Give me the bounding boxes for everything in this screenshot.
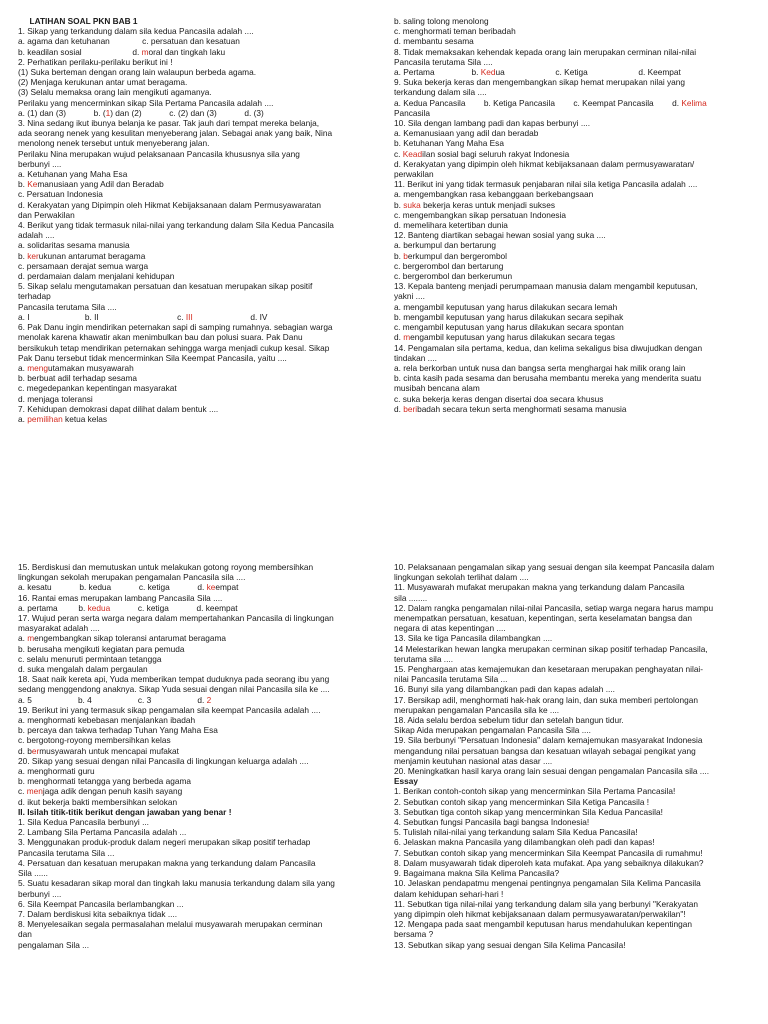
text-line: a. berkumpul dan bertarung <box>394 240 496 251</box>
text-line: 8. Menyelesaikan segala permasalahan melalui musyawarah merupakan cerminan <box>18 919 323 930</box>
text-line: c. mengembangkan sikap persatuan Indonesia <box>394 209 567 220</box>
text-line: a. kesatu b. kedua c. ketiga d. keempat <box>18 582 239 593</box>
text-line: 3. Sebutkan tiga contoh sikap yang mencerminkan Sila Kedua Pancasila! <box>394 806 663 817</box>
text-line: (1) Suka berteman dengan orang lain walaupun berbeda agama. <box>18 67 257 78</box>
text-line: a. menghormati guru <box>18 766 95 777</box>
text-line: c. bergotong-royong membersihkan kelas <box>18 735 171 746</box>
text-line: 5. Suatu kesadaran sikap moral dan tingkah laku manusia terkandung dalam sila yang <box>18 878 335 889</box>
text-line: b. Ketuhanan Yang Maha Esa <box>394 138 504 149</box>
text-line: 5. Sikap selalu mengutamakan persatuan dan kesatuan merupakan sikap positif <box>18 281 313 292</box>
text-line: 13. Sebutkan sikap yang sesuai dengan Sila Kelima Pancasila! <box>394 939 626 950</box>
text-line: a. Ketuhanan yang Maha Esa <box>18 169 128 180</box>
text-line: d. perdamaian dalam menjalani kehidupan <box>18 271 175 282</box>
text-line: merupakan pengamalan Pancasila sila ke .... <box>394 704 560 715</box>
text-line: menempatkan persatuan, kesatuan, kepentingan, serta keselamatan bangsa dan <box>394 613 692 624</box>
text-line: lingkungan sekolah terlihat dalam .... <box>394 572 529 583</box>
text-line: 18. Aida selalu berdoa sebelum tidur dan setelah bangun tidur. <box>394 715 624 726</box>
text-line: 2. Perhatikan perilaku-perilaku berikut ini ! <box>18 56 173 67</box>
text-line: ada seorang nenek yang kesulitan menyeberang jalan. Sebagai anak yang baik, Nina <box>18 128 333 139</box>
text-line: musibah bencana alam <box>394 383 480 394</box>
text-line: 4. Berikut yang tidak termasuk nilai-nilai yang terkandung dalam Sila Kedua Pancasila <box>18 220 334 231</box>
text-line: Pancasila terutama Sila .... <box>18 301 117 312</box>
text-line: 12. Banteng diartikan sebagai hewan sosial yang suka .... <box>394 230 606 241</box>
text-line: b. keadilan sosial d. moral dan tingkah laku <box>18 46 226 57</box>
text-line: 1. Sikap yang terkandung dalam sila kedua Pancasila adalah .... <box>18 26 254 37</box>
text-line: 11. Berikut ini yang tidak termasuk penjabaran nilai sila ketiga Pancasila adalah .... <box>394 179 698 190</box>
text-line: 15. Berdiskusi dan memutuskan untuk melakukan gotong royong membersihkan <box>18 562 314 572</box>
text-line: 5. Tulislah nilai-nilai yang terkandung salam Sila Kedua Pancasila! <box>394 827 638 838</box>
text-line: b. berbuat adil terhadap sesama <box>18 373 138 384</box>
text-line: a. mengutamakan musyawarah <box>18 362 134 373</box>
text-line: d. ikut bekerja bakti membersihkan selokan <box>18 796 178 807</box>
text-line: yakni .... <box>394 291 425 302</box>
page2-right-column <box>394 562 756 950</box>
text-line: a. rela berkorban untuk nusa dan bangsa serta menghargai hak milik orang lain <box>394 362 686 373</box>
text-line: Essay <box>394 776 418 787</box>
text-line: 7. Kehidupan demokrasi dapat dilihat dalam bentuk .... <box>18 403 219 414</box>
text-line: 14. Pengamalan sila pertama, kedua, dan kelima sekaligus bisa diwujudkan dengan <box>394 342 703 353</box>
text-line: negara di atas kepentingan .... <box>394 623 506 634</box>
text-line: a. solidaritas sesama manusia <box>18 240 130 251</box>
text-line: d. suka mengalah dalam pergaulan <box>18 664 148 675</box>
text-line: c. menghormati teman beribadah <box>394 26 516 37</box>
text-line: mengandung nilai persatuan bangsa dan kesatuan wilayah sebagai pengikat yang <box>394 745 696 756</box>
text-line: 13. Sila ke tiga Pancasila dilambangkan .... <box>394 633 553 644</box>
text-line: Perilaku yang mencerminkan sikap Sila Pertama Pancasila adalah .... <box>18 97 274 108</box>
text-line: dan Perwakilan <box>18 209 75 220</box>
text-line: c. menjaga adik dengan penuh kasih sayang <box>18 786 183 797</box>
text-line: bersikukuh tetap mendirikan peternakan sehingga warga menjadi cukup kesal. Sikap <box>18 342 330 353</box>
text-line: 3. Menggunakan produk-produk dalam negeri merupakan sikap positif terhadap <box>18 837 311 848</box>
text-line: Sikap Aida merupakan pengamalan Pancasila Sila .... <box>394 725 591 736</box>
text-line: a. I b. II c. III d. IV <box>18 311 268 322</box>
text-line: 8. Tidak memaksakan kehendak kepada orang lain merupakan cerminan nilai-nilai <box>394 46 697 57</box>
text-line: sila ........ <box>394 592 428 603</box>
text-line: 13. Kepala banteng menjadi perumpamaan manusia dalam mengambil keputusan, <box>394 281 698 292</box>
text-line: d. Kerakyatan yang Dipimpin oleh Hikmat Kebijaksanaan dalam Permusyawaratan <box>18 199 321 210</box>
text-line: 8. Dalam musyawarah tidak diperoleh kata mufakat. Apa yang sebaiknya dilakukan? <box>394 857 704 868</box>
text-line: terutama sila .... <box>394 653 454 664</box>
text-line: 20. Sikap yang sesuai dengan nilai Pancasila di lingkungan keluarga adalah .... <box>18 755 309 766</box>
text-line: c. persamaan derajat semua warga <box>18 260 149 271</box>
text-line: a. Kedua Pancasila b. Ketiga Pancasila c. Keempat Pancasila d. Kelima <box>394 97 707 108</box>
text-line: pengalaman Sila ... <box>18 939 90 950</box>
text-line: berbunyi .... <box>18 888 62 899</box>
text-line: 10. Jelaskan pendapatmu mengenai pentingnya pengamalan Sila Kelima Pancasila <box>394 878 701 889</box>
text-line: menolak karena khawatir akan menimbulkan bau dan polusi suara. Pak Danu <box>18 332 303 343</box>
text-line: (3) Selalu memaksa orang lain mengikuti agamanya. <box>18 87 212 98</box>
text-line: 9. Suka bekerja keras dan mengembangkan sikap hemat merupakan nilai yang <box>394 77 686 88</box>
text-line: 15. Penghargaan atas kemajemukan dan kesetaraan merupakan penghayatan nilai- <box>394 664 704 675</box>
text-line: 4. Sebutkan fungsi Pancasila bagi bangsa Indonesia! <box>394 817 590 828</box>
text-line: c. mengambil keputusan yang harus dilakukan secara spontan <box>394 322 624 333</box>
text-line: terhadap <box>18 291 51 302</box>
text-line: LATIHAN SOAL PKN BAB 1 <box>18 16 138 26</box>
text-line: berbunyi .... <box>18 158 62 169</box>
text-line: d. memelihara ketertiban dunia <box>394 220 508 231</box>
text-line: a. pertama b. kedua c. ketiga d. keempat <box>18 602 238 613</box>
text-line: c. Persatuan Indonesia <box>18 189 103 200</box>
text-line: perwakilan <box>394 169 434 180</box>
text-line: b. menghormati tetangga yang berbeda agama <box>18 776 191 787</box>
text-line: 7. Dalam berdiskusi kita sebaiknya tidak .... <box>18 908 178 919</box>
text-line: 16. Bunyi sila yang dilambangkan padi dan kapas adalah .... <box>394 684 615 695</box>
text-line: c. suka bekerja keras dengan disertai doa secara khusus <box>394 393 604 404</box>
text-line: 14 Melestarikan hewan langka merupakan cerminan sikap positif terhadap Pancasila, <box>394 643 708 654</box>
text-line: menolong nenek tersebut untuk menyeberang jalan. <box>18 138 210 149</box>
text-line: 9. Bagaimana makna Sila Kelima Pancasila? <box>394 868 560 879</box>
text-line: 17. Bersikap adil, menghormati hak-hak orang lain, dan suka memberi pertolongan <box>394 694 698 705</box>
text-line: 12. Dalam rangka pengamalan nilai-nilai Pancasila, setiap warga negara harus mampu <box>394 602 714 613</box>
page1-right-column <box>394 16 756 414</box>
text-line: c. bergerombol dan berkerumun <box>394 271 513 282</box>
text-line: 10. Pelaksanaan pengamalan sikap yang sesuai dengan sila keempat Pancasila dalam <box>394 562 715 572</box>
text-line: d. membantu sesama <box>394 36 474 47</box>
text-line: 4. Persatuan dan kesatuan merupakan makna yang terkandung dalam Pancasila <box>18 857 316 868</box>
text-line: 12. Mengapa pada saat mengambil keputusan harus mendahulukan kepentingan <box>394 919 692 930</box>
text-line: a. mengembangkan sikap toleransi antarumat beragama <box>18 633 227 644</box>
text-line: menjamin keutuhan nasional atas dasar .... <box>394 755 553 766</box>
text-line: b. mengambil keputusan yang harus dilakukan secara sepihak <box>394 311 624 322</box>
text-line: a. Kemanusiaan yang adil dan beradab <box>394 128 539 139</box>
text-line: 2. Lambang Sila Pertama Pancasila adalah ... <box>18 827 187 838</box>
text-line: a. 5 b. 4 c. 3 d. 2 <box>18 694 212 705</box>
text-line: masyarakat adalah .... <box>18 623 100 634</box>
worksheet-page-2 <box>0 556 768 1024</box>
text-line: a. mengambil keputusan yang harus dilakukan secara lemah <box>394 301 618 312</box>
text-line: c. bergerombol dan bertarung <box>394 260 504 271</box>
text-line: c. selalu menuruti permintaan tetangga <box>18 653 162 664</box>
text-line: d. menjaga toleransi <box>18 393 93 404</box>
text-line: c. Keadilan sosial bagi seluruh rakyat Indonesia <box>394 148 570 159</box>
text-line: tindakan .... <box>394 352 437 363</box>
page1-left-column <box>18 16 380 424</box>
text-line: Pancasila <box>394 107 430 118</box>
text-line: b. kerukunan antarumat beragama <box>18 250 146 261</box>
text-line: 18. Saat naik kereta api, Yuda memberikan tempat duduknya pada seorang ibu yang <box>18 674 330 685</box>
text-line: 19. Berikut ini yang termasuk sikap pengamalan sila keempat Pancasila adalah .... <box>18 704 321 715</box>
text-line: 6. Sila Keempat Pancasila berlambangkan ... <box>18 898 184 909</box>
text-line: d. mengambil keputusan yang harus dilakukan secara tegas <box>394 332 615 343</box>
text-line: a. mengembangkan rasa kebanggaan berkebangsaan <box>394 189 594 200</box>
text-line: b. berusaha mengikuti kegiatan para pemuda <box>18 643 185 654</box>
text-line: 17. Wujud peran serta warga negara dalam mempertahankan Pancasila di lingkungan <box>18 613 334 624</box>
text-line: a. menghormati kebebasan menjalankan ibadah <box>18 715 196 726</box>
text-line: b. berkumpul dan bergerombol <box>394 250 508 261</box>
text-line: d. bermusyawarah untuk mencapai mufakat <box>18 745 179 756</box>
text-line: a. pemilihan ketua kelas <box>18 413 108 424</box>
text-line: 11. Musyawarah mufakat merupakan makna yang terkandung dalam Pancasila <box>394 582 685 593</box>
text-line: dan <box>18 929 32 940</box>
text-line: 19. Sila berbunyi "Persatuan Indonesia" dalam kemajemukan masyarakat Indonesia <box>394 735 703 746</box>
text-line: d. Kerakyatan yang dipimpin oleh hikmat kebijaksanaan dalam permusyawaratan/ <box>394 158 695 169</box>
text-line: yang dipimpin oleh hikmat kebijaksanaan dalam permusyawaratan/perwakilan"! <box>394 908 686 919</box>
text-line: 20. Meningkatkan hasil karya orang lain sesuai dengan pengamalan Pancasila sila .... <box>394 766 710 777</box>
text-line: d. beribadah secara tekun serta menghormati sesama manusia <box>394 403 627 414</box>
text-line: lingkungan sekolah merupakan pengamalan Pancasila sila .... <box>18 572 246 583</box>
text-line: Perilaku Nina merupakan wujud pelaksanaan Pancasila khususnya sila yang <box>18 148 300 159</box>
text-line: b. suka bekerja keras untuk menjadi sukses <box>394 199 555 210</box>
text-line: b. saling tolong menolong <box>394 16 489 26</box>
text-line: Sila ...... <box>18 868 48 879</box>
text-line: 1. Berikan contoh-contoh sikap yang mencerminkan Sila Pertama Pancasila! <box>394 786 676 797</box>
text-line: 6. Jelaskan makna Pancasila yang dilambangkan oleh padi dan kapas! <box>394 837 655 848</box>
text-line: 2. Sebutkan contoh sikap yang mencerminkan Sila Ketiga Pancasila ! <box>394 796 650 807</box>
text-line: Pancasila terutama Sila .... <box>394 56 493 67</box>
text-line: Pak Danu tersebut tidak mencerminkan Sila Keempat Pancasila, yaitu .... <box>18 352 287 363</box>
text-line: sedang menggendong anaknya. Sikap Yuda sesuai dengan nilai Pancasila sila ke .... <box>18 684 330 695</box>
text-line: c. megedepankan kepentingan masyarakat <box>18 383 177 394</box>
text-line: Pancasila terutama Sila ... <box>18 847 115 858</box>
text-line: 3. Nina sedang ikut ibunya belanja ke pasar. Tak jauh dari tempat mereka belanja, <box>18 118 320 129</box>
page2-left-column <box>18 562 380 950</box>
text-line: 10. Sila dengan lambang padi dan kapas berbunyi .... <box>394 118 591 129</box>
text-line: 7. Sebutkan contoh sikap yang mencerminkan Sila Keempat Pancasila di rumahmu! <box>394 847 703 858</box>
text-line: adalah .... <box>18 230 55 241</box>
text-line: b. Kemanusiaan yang Adil dan Beradab <box>18 179 164 190</box>
text-line: dalam kehidupan sehari-hari ! <box>394 888 504 899</box>
text-line: 1. Sila Kedua Pancasila berbunyi ... <box>18 817 149 828</box>
text-line: a. agama dan ketuhanan c. persatuan dan kesatuan <box>18 36 240 47</box>
text-line: a. (1) dan (3) b. (1) dan (2) c. (2) dan (3) d. (3) <box>18 107 264 118</box>
text-line: b. cinta kasih pada sesama dan berusaha membantu mereka yang menderita suatu <box>394 373 702 384</box>
text-line: II. Isilah titik-titik berikut dengan jawaban yang benar ! <box>18 806 232 817</box>
text-line: (2) Menjaga kerukunan antar umat beragama. <box>18 77 188 88</box>
text-line: bersama ? <box>394 929 434 940</box>
text-line: nilai Pancasila terutama Sila ... <box>394 674 508 685</box>
text-line: 16. Rantai emas merupakan lambang Pancasila Sila .... <box>18 592 223 603</box>
text-line: b. percaya dan takwa terhadap Tuhan Yang Maha Esa <box>18 725 218 736</box>
text-line: 6. Pak Danu ingin mendirikan peternakan sapi di samping rumahnya. sebagian warga <box>18 322 333 333</box>
text-line: 11. Sebutkan tiga nilai-nilai yang terkandung dalam sila yang berbunyi "Kerakyatan <box>394 898 698 909</box>
text-line: terkandung dalam sila .... <box>394 87 487 98</box>
text-line: a. Pertama b. Kedua c. Ketiga d. Keempat <box>394 67 681 78</box>
